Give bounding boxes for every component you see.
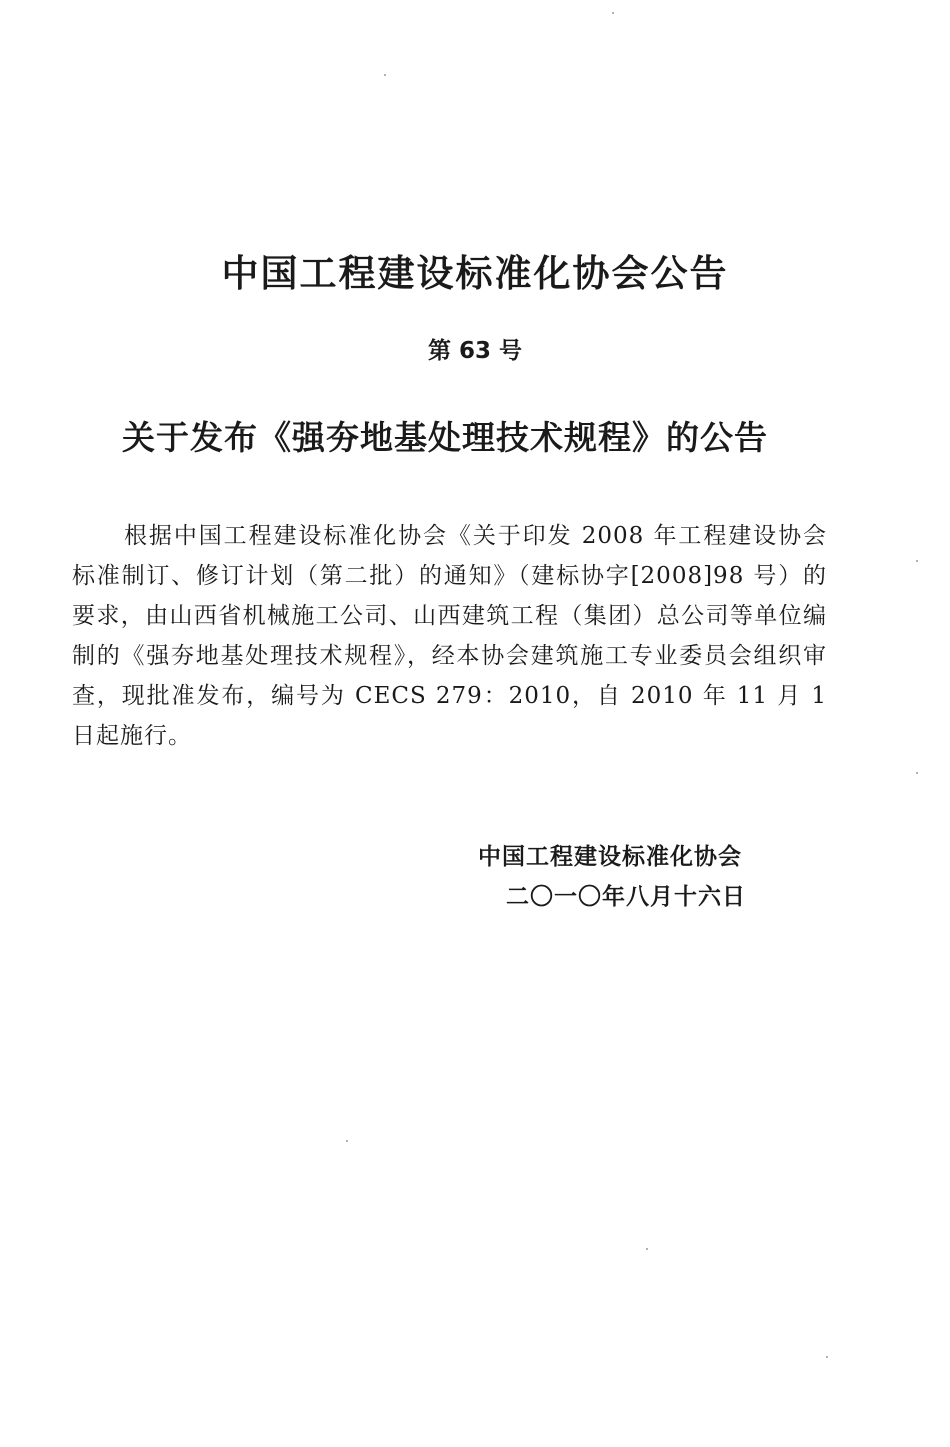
issuer-signature: 中国工程建设标准化协会 <box>478 844 742 870</box>
announcement-title: 中国工程建设标准化协会公告 <box>221 252 729 295</box>
scan-speck <box>346 1140 348 1142</box>
scan-speck <box>646 1248 648 1250</box>
announcement-number: 第 63 号 <box>427 338 523 364</box>
scan-speck <box>916 772 918 774</box>
scan-speck <box>916 560 918 562</box>
announcement-subtitle: 关于发布《强夯地基处理技术规程》的公告 <box>122 418 768 457</box>
scan-speck <box>384 74 386 76</box>
announcement-body: 根据中国工程建设标准化协会《关于印发 2008 年工程建设协会标准制订、修订计划（第二批）的通知》（建标协字[2008]98 号）的要求，由山西省机械施工公司、山西建筑工程（集团）总公司等单位编制的《强夯地基处理技术规程》，经本协会建筑施工专业委员会组织审查，现批准发布，编号为 CECS 279：2010，自 2010 年 11 月 1 日起施行。 <box>72 523 827 749</box>
issue-date: 二〇一〇年八月十六日 <box>506 884 746 910</box>
scan-speck <box>826 1356 828 1358</box>
scan-speck <box>612 12 614 14</box>
